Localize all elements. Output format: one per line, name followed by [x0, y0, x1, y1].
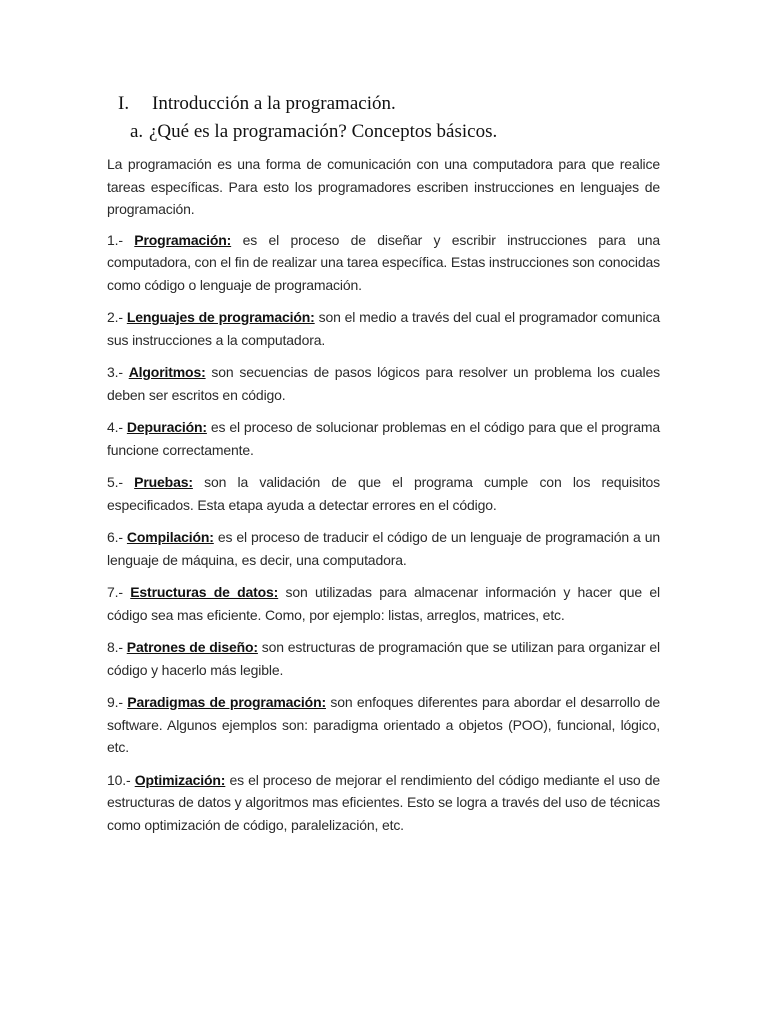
concept-definition: son secuencias de pasos lógicos para resolver un problema los cuales deben ser escritos en código. [107, 364, 660, 403]
concept-number: 6.- [107, 529, 123, 545]
subsection-heading [130, 120, 497, 144]
concept-item [107, 416, 660, 461]
concept-number: 9.- [107, 694, 123, 710]
section-title: Introducción a la programación. [152, 93, 396, 114]
concept-definition: son enfoques diferentes para abordar el desarrollo de software. Algunos ejemplos son: paradigma orientado a objetos (POO), funcional, lógico, etc. [107, 694, 660, 755]
concept-number: 2.- [107, 309, 123, 325]
concept-item [107, 229, 660, 297]
concept-term: Compilación: [126, 529, 214, 545]
section-number: I. [118, 93, 130, 114]
concept-item [107, 769, 660, 837]
concept-term: Paradigmas de programación: [127, 694, 326, 710]
section-heading [118, 92, 396, 116]
concept-definition: es el proceso de diseñar y escribir instrucciones para una computadora, con el fin de realizar una tarea específica. Estas instrucciones son conocidas como código o lenguaje de programación. [107, 231, 660, 293]
concept-number: 7.- [107, 584, 123, 600]
concept-definition: son la validación de que el programa cumple con los requisitos especificados. Esta etapa ayuda a detectar errores en el código. [107, 474, 660, 513]
concept-term: Estructuras de datos: [130, 584, 279, 600]
concept-term: Algoritmos: [128, 364, 206, 380]
subsection-letter: a. [130, 121, 144, 142]
concept-term: Pruebas: [134, 474, 193, 490]
concept-item [107, 691, 660, 759]
concept-term: Depuración: [126, 419, 207, 435]
concept-term: Optimización: [134, 771, 226, 788]
concept-term: Lenguajes de programación: [126, 309, 315, 325]
concept-definition: es el proceso de mejorar el rendimiento del código mediante el uso de estructuras de datos y algoritmos mas eficientes. Esto se logra a través del uso de técnicas como optimización de código, paralelización, etc. [107, 771, 660, 833]
concept-definition: son estructuras de programación que se utilizan para organizar el código y hacerlo más legible. [107, 639, 660, 678]
concept-item [107, 526, 660, 571]
concept-item [107, 361, 660, 406]
concept-term: Patrones de diseño: [126, 639, 258, 655]
concept-item [107, 581, 660, 626]
intro-paragraph: La programación es una forma de comunicación con una computadora para que realice tareas específicas. Para esto los programadores escriben instrucciones en lenguajes de programación. [107, 156, 660, 217]
concept-definition: es el proceso de traducir el código de un lenguaje de programación a un lenguaje de máquina, es decir, una computadora. [107, 529, 660, 568]
concept-definition: son utilizadas para almacenar información y hacer que el código sea mas eficiente. Como, por ejemplo: listas, arreglos, matrices, etc. [107, 584, 660, 623]
concept-number: 10.- [107, 771, 131, 788]
concept-item [107, 306, 660, 351]
concept-number: 8.- [107, 639, 123, 655]
concept-number: 1.- [107, 231, 123, 248]
concept-number: 5.- [107, 474, 123, 490]
concept-number: 4.- [107, 419, 123, 435]
concept-term: Programación: [134, 231, 232, 248]
concept-item [107, 636, 660, 681]
concept-item [107, 471, 660, 516]
subsection-title: ¿Qué es la programación? Conceptos básicos. [149, 121, 498, 142]
document-body [107, 153, 660, 846]
concept-number: 3.- [107, 364, 123, 380]
concept-definition: es el proceso de solucionar problemas en el código para que el programa funcione correctamente. [107, 419, 660, 458]
concept-definition: son el medio a través del cual el programador comunica sus instrucciones a la computadora. [107, 309, 661, 348]
